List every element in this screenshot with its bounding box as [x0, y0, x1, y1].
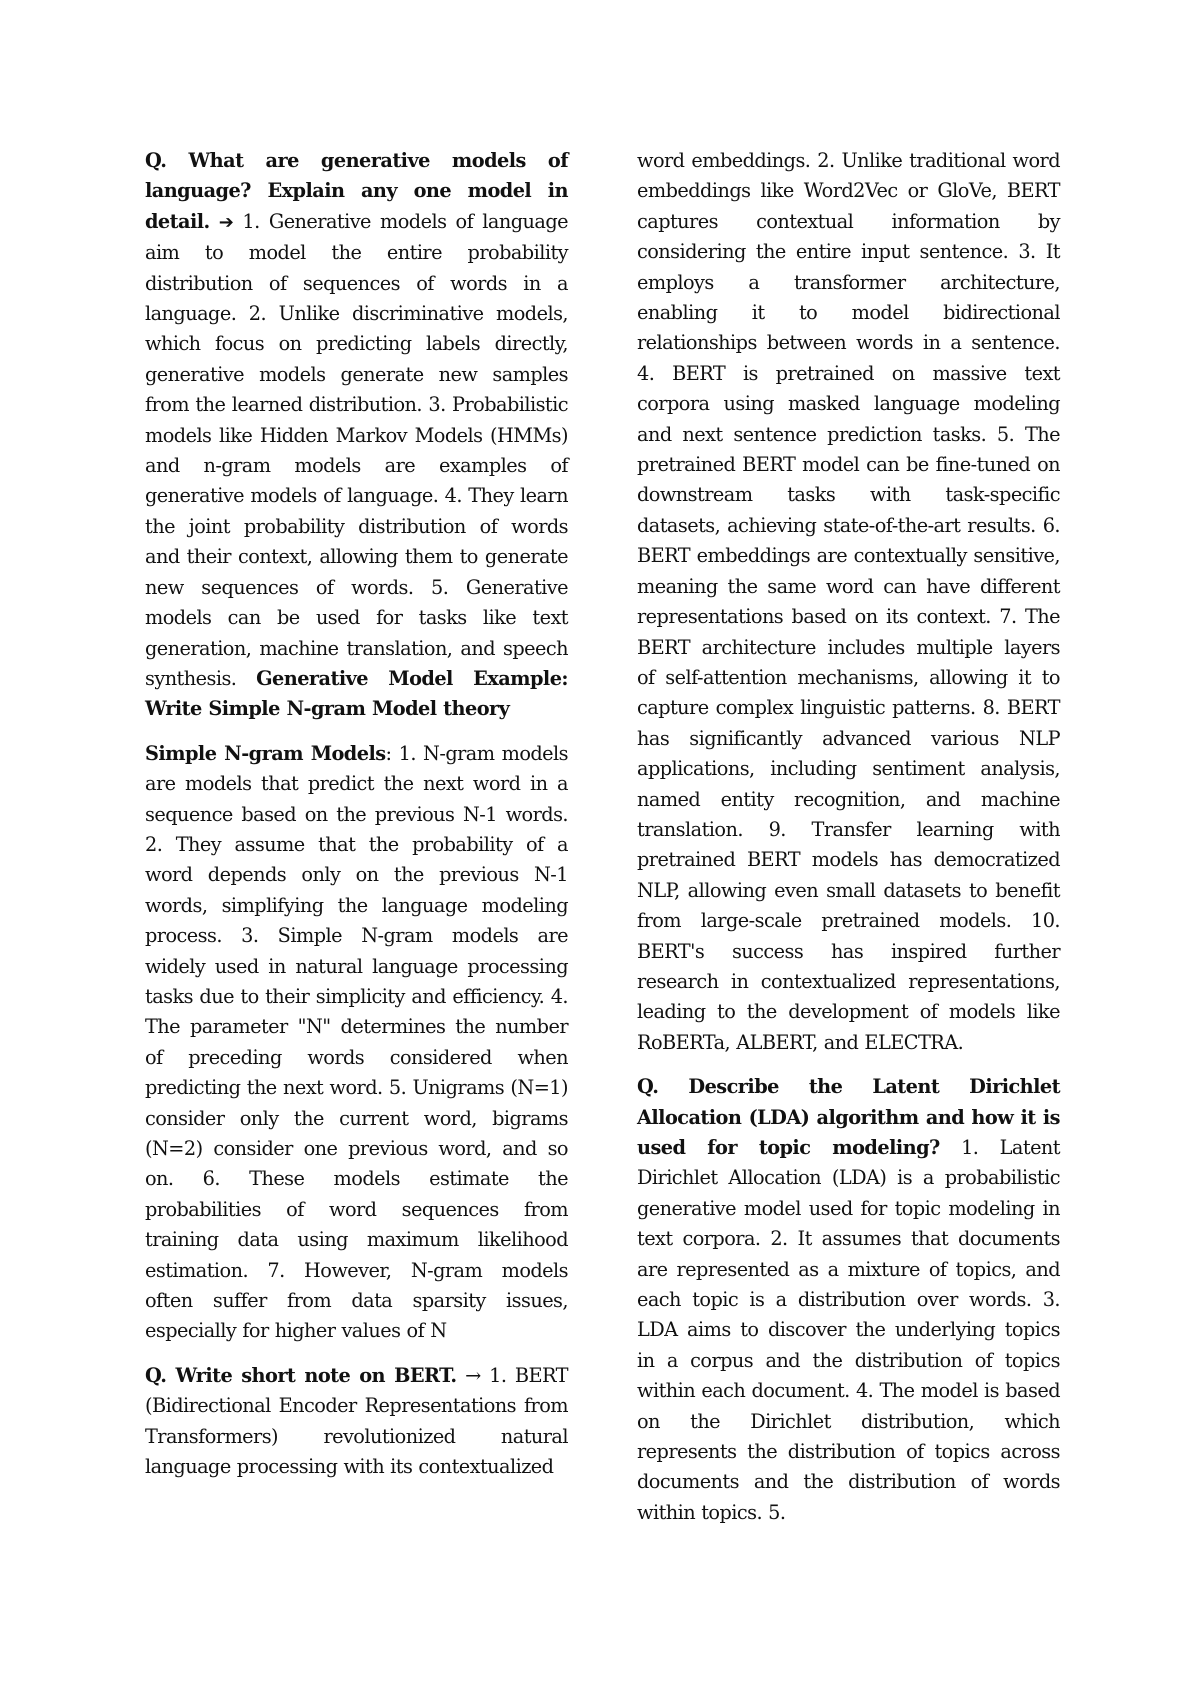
arrow-right-icon: → [465, 1363, 481, 1387]
example-heading: Generative Model Example: Write Simple N-gram Model theory [145, 666, 568, 721]
ngram-paragraph [145, 739, 568, 1347]
ngram-body: : 1. N-gram models are models that predict the next word in a sequence based on the previous N-1 words. 2. They assume that the probability of a word depends only on the previous N-1 words, simplifying the language modeling process. 3. Simple N-gram models are widely used in natural language processing tasks due to their simplicity and efficiency. 4. The parameter "N" determines the number of preceding words considered when predicting the next word. 5. Unigrams (N=1) consider only the current word, bigrams (N=2) consider one previous word, and so on. 6. These models estimate the probabilities of word sequences from training data using maximum likelihood estimation. 7. However, N-gram models often suffer from data sparsity issues, especially for higher values of N [145, 741, 568, 1343]
arrow-icon: ➔ [218, 211, 234, 233]
q1-paragraph [145, 146, 568, 725]
lda-question: Q. Describe the Latent Dirichlet Allocation (LDA) algorithm and how it is used for topic modeling? [637, 1075, 1060, 1159]
bert-question: Q. Write short note on BERT. [145, 1363, 457, 1387]
right-column [637, 146, 1060, 1528]
bert-continued-paragraph: word embeddings. 2. Unlike traditional word embeddings like Word2Vec or GloVe, BERT captures contextual information by considering the entire input sentence. 3. It employs a transformer architecture, enabling it to model bidirectional relationships between words in a sentence. 4. BERT is pretrained on massive text corpora using masked language modeling and next sentence prediction tasks. 5. The pretrained BERT model can be fine-tuned on downstream tasks with task-specific datasets, achieving state-of-the-art results. 6. BERT embeddings are contextually sensitive, meaning the same word can have different representations based on its context. 7. The BERT architecture includes multiple layers of self-attention mechanisms, allowing it to capture complex linguistic patterns. 8. BERT has significantly advanced various NLP applications, including sentiment analysis, named entity recognition, and machine translation. 9. Transfer learning with pretrained BERT models has democratized NLP, allowing even small datasets to benefit from large-scale pretrained models. 10. BERT's success has inspired further research in contextualized representations, leading to the development of models like RoBERTa, ALBERT, and ELECTRA. [637, 149, 1060, 1054]
lda-body: 1. Latent Dirichlet Allocation (LDA) is a probabilistic generative model used for topic modeling in text corpora. 2. It assumes that documents are represented as a mixture of topics, and each topic is a distribution over words. 3. LDA aims to discover the underlying topics in a corpus and the distribution of topics within each document. 4. The model is based on the Dirichlet distribution, which represents the distribution of topics across documents and the distribution of words within topics. 5. [637, 1136, 1061, 1524]
bert-paragraph [145, 1361, 568, 1483]
q1-question: Q. What are generative models of language? Explain any one model in detail. [145, 149, 568, 233]
paragraph-gap [637, 1058, 1060, 1072]
q1-body: 1. Generative models of language aim to model the entire probability distribution of sequences of words in a language. 2. Unlike discriminative models, which focus on predicting labels directly, generative models generate new samples from the learned distribution. 3. Probabilistic models like Hidden Markov Models (HMMs) and n-gram models are examples of generative models of language. 4. They learn the joint probability distribution of words and their context, allowing them to generate new sequences of words. 5. Generative models can be used for tasks like text generation, machine translation, and speech synthesis. [145, 209, 568, 690]
left-column [145, 146, 568, 1482]
ngram-heading: Simple N-gram Models [145, 741, 386, 765]
paragraph-gap [145, 725, 568, 739]
paragraph-gap [145, 1347, 568, 1361]
lda-paragraph [637, 1072, 1060, 1528]
bert-body-start: 1. BERT (Bidirectional Encoder Representations from Transformers) revolutionized natural language processing with its contextualized [145, 1363, 568, 1479]
